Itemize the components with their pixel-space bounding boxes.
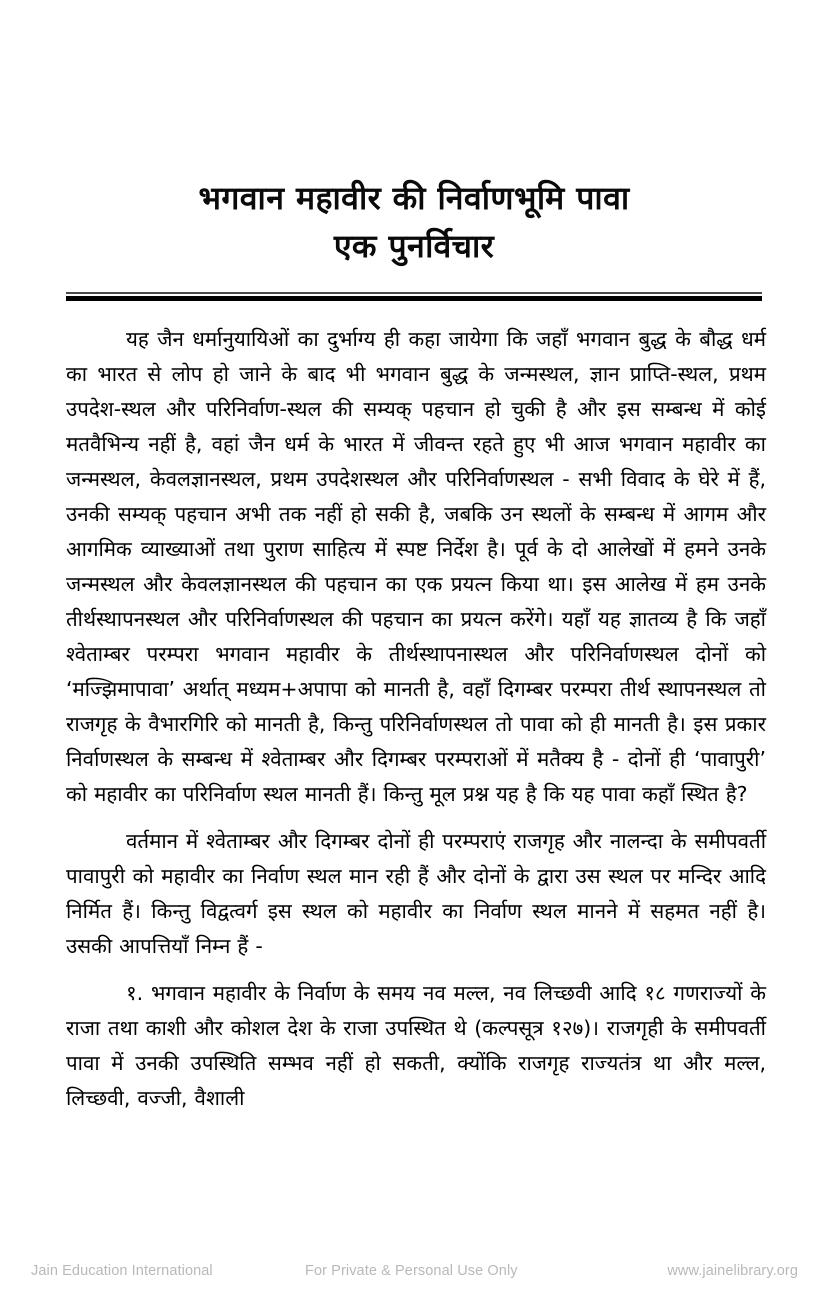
- footer-usage-notice: For Private & Personal Use Only: [305, 1263, 518, 1279]
- title-divider: [66, 292, 762, 301]
- paragraph-2: वर्तमान में श्वेताम्बर और दिगम्बर दोनों ही परम्पराएं राजगृह और नालन्दा के समीपवर्ती पावापुरी को महावीर का निर्वाण स्थल मान रही हैं और दोनों के द्वारा उस स्थल पर मन्दिर आदि निर्मित हैं। किन्तु विद्वत्वर्ग इस स्थल को महावीर का निर्वाण स्थल मानने में सहमत नहीं है। उसकी आपत्तियाँ निम्न हैं -: [66, 829, 766, 958]
- title-line-primary: भगवान महावीर की निर्वाणभूमि पावा: [198, 179, 630, 217]
- page-title: [66, 176, 762, 269]
- divider-rule-thick: [66, 296, 762, 301]
- body-text-column: [66, 322, 766, 1123]
- paragraph-1: यह जैन धर्मानुयायिओं का दुर्भाग्य ही कहा जायेगा कि जहाँ भगवान बुद्ध के बौद्ध धर्म का भारत से लोप हो जाने के बाद भी भगवान बुद्ध के जन्मस्थल, ज्ञान प्राप्ति-स्थल, प्रथम उपदेश-स्थल और परिनिर्वाण-स्थल की सम्यक् पहचान हो चुकी है और इस सम्बन्ध में कोई मतवैभिन्य नहीं है, वहां जैन धर्म के भारत में जीवन्त रहते हुए भी आज भगवान महावीर का जन्मस्थल, केवलज्ञानस्थल, प्रथम उपदेशस्थल और परिनिर्वाणस्थल - सभी विवाद के घेरे में हैं, उनकी सम्यक् पहचान अभी तक नहीं हो सकी है, जबकि उन स्थलों के सम्बन्ध में आगम और आगमिक व्याख्याओं तथा पुराण साहित्य में स्पष्ट निर्देश है। पूर्व के दो आलेखों में हमने उनके जन्मस्थल और केवलज्ञानस्थल की पहचान का एक प्रयत्न किया था। इस आलेख में हम उनके तीर्थस्थापनस्थल और परिनिर्वाणस्थल की पहचान का प्रयत्न करेंगे। यहाँ यह ज्ञातव्य है कि जहाँ श्वेताम्बर परम्परा भगवान महावीर के तीर्थस्थापनास्थल और परिनिर्वाणस्थल दोनों को ‘मज्झिमापावा’ अर्थात् मध्यम+अपापा को मानती है, वहाँ दिगम्बर परम्परा तीर्थ स्थापनस्थल तो राजगृह के वैभारगिरि को मानती है, किन्तु परिनिर्वाणस्थल तो पावा को ही मानती है। इस प्रकार निर्वाणस्थल के सम्बन्ध में श्वेताम्बर और दिगम्बर परम्पराओं में मतैक्य है - दोनों ही ‘पावापुरी’ को महावीर का परिनिर्वाण स्थल मानती हैं। किन्तु मूल प्रश्न यह है कि यह पावा कहाँ स्थित है?: [66, 327, 766, 806]
- divider-rule-thin: [66, 292, 762, 294]
- footer-website: www.jainelibrary.org: [667, 1263, 798, 1279]
- title-line-subtitle: एक पुनर्विचार: [333, 227, 495, 265]
- page-footer: [0, 1258, 828, 1284]
- footer-organization: Jain Education International: [31, 1263, 213, 1279]
- paragraph-3: १. भगवान महावीर के निर्वाण के समय नव मल्ल, नव लिच्छवी आदि १८ गणराज्यों के राजा तथा काशी और कोशल देश के राजा उपस्थित थे (कल्पसूत्र १२७)। राजगृही के समीपवर्ती पावा में उनकी उपस्थिति सम्भव नहीं हो सकती, क्योंकि राजगृह राज्यतंत्र था और मल्ल, लिच्छवी, वज्जी, वैशाली: [66, 981, 766, 1110]
